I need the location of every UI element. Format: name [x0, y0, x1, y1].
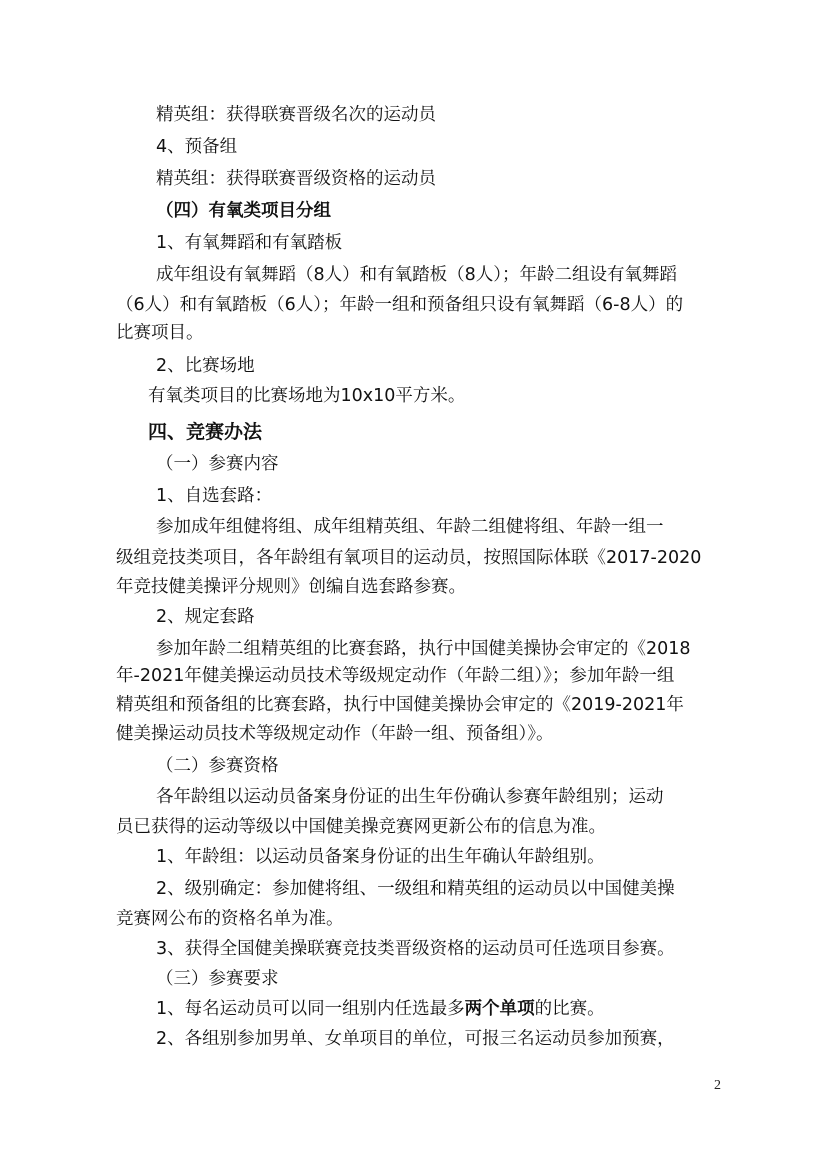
page-number: 2: [714, 1078, 721, 1093]
text-line: 成年组设有氧舞蹈（8人）和有氧踏板（8人）；年龄二组设有氧舞蹈: [156, 265, 678, 285]
text-line: 1、有氧舞蹈和有氧踏板: [156, 233, 343, 253]
section-heading: （三）参赛要求: [156, 969, 279, 989]
text-run: 的比赛。: [534, 999, 605, 1019]
text-line: 年竞技健美操评分规则》创编自选套路参赛。: [116, 577, 466, 597]
text-line: 1、自选套路：: [156, 486, 273, 506]
text-line: 健美操运动员技术等级规定动作（年龄一组、预备组）》。: [116, 724, 554, 744]
text-line: 2、各组别参加男单、女单项目的单位，可报三名运动员参加预赛，: [156, 1029, 675, 1049]
text-line: 1、年龄组：以运动员备案身份证的出生年确认年龄组别。: [156, 847, 605, 867]
text-line: 精英组和预备组的比赛套路，执行中国健美操协会审定的《2019-2021年: [116, 695, 684, 715]
text-line: 员已获得的运动等级以中国健美操竞赛网更新公布的信息为准。: [116, 817, 606, 837]
text-line: 级组竞技类项目，各年龄组有氧项目的运动员，按照国际体联《2017-2020: [116, 548, 702, 568]
text-line: 精英组：获得联赛晋级资格的运动员: [156, 169, 436, 189]
text-line: 比赛项目。: [116, 323, 204, 343]
text-line: 各年龄组以运动员备案身份证的出生年份确认参赛年龄组别；运动: [156, 787, 664, 807]
text-line: 有氧类项目的比赛场地为10x10平方米。: [148, 386, 466, 406]
text-line: 2、规定套路: [156, 607, 255, 627]
text-line: 3、获得全国健美操联赛竞技类晋级资格的运动员可任选项目参赛。: [156, 939, 675, 959]
text-line: 竞赛网公布的资格名单为准。: [116, 909, 344, 929]
text-line: （6人）和有氧踏板（6人）；年龄一组和预备组只设有氧舞蹈（6-8人）的: [116, 295, 684, 315]
text-line: [156, 998, 766, 1020]
text-line: 精英组：获得联赛晋级名次的运动员: [156, 105, 436, 125]
text-line: 参加年龄二组精英组的比赛套路，执行中国健美操协会审定的《2018: [156, 639, 691, 659]
section-heading: （一）参赛内容: [156, 454, 279, 474]
chapter-heading: 四、竞赛办法: [148, 421, 263, 443]
text-line: 2、级别确定：参加健将组、一级组和精英组的运动员以中国健美操: [156, 879, 675, 899]
section-heading: （二）参赛资格: [156, 756, 279, 776]
emphasis-text: 两个单项: [464, 999, 535, 1019]
text-line: 参加成年组健将组、成年组精英组、年龄二组健将组、年龄一组一: [156, 517, 664, 537]
text-line: 2、比赛场地: [156, 356, 255, 376]
text-run: 1、每名运动员可以同一组别内任选最多: [156, 999, 465, 1019]
text-line: 年-2021年健美操运动员技术等级规定动作（年龄二组）》；参加年龄一组: [116, 666, 675, 686]
section-heading: （四）有氧类项目分组: [156, 201, 331, 221]
text-line: 4、预备组: [156, 137, 238, 157]
